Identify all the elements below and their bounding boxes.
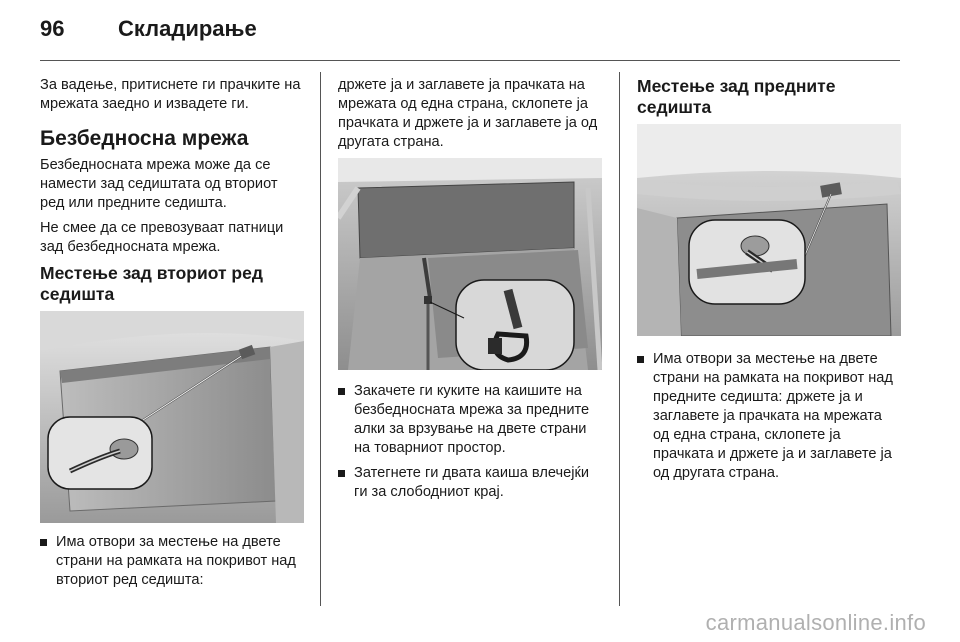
chapter-title: Складирање (118, 16, 257, 41)
bullet-square-icon (40, 539, 47, 546)
list-item (338, 382, 602, 458)
figure-rear-net-illustration (40, 311, 304, 523)
bullet-square-icon (338, 470, 345, 477)
bullet-square-icon (637, 356, 644, 363)
figure-strap-hook-illustration (338, 158, 602, 370)
intro-paragraph: За вадење, притиснете ги прачките на мрежата заедно и извадете ги. (40, 77, 301, 112)
page-number: 96 (40, 16, 65, 41)
column-divider-1 (320, 72, 321, 606)
column-divider-2 (619, 72, 620, 606)
list-item (338, 464, 602, 502)
page-header (40, 16, 257, 46)
list-item-text: Затегнете ги двата каиша влечејќи ги за слободниот крај. (354, 465, 589, 500)
section-title: Безбедносна мрежа (40, 127, 249, 150)
list-item-text: Има отвори за местење на двете страни на рамката на покривот над предните седишта: држете ја и заглавете ја прачката на мрежата од една страна, склопете ја прачката и држете ја и заглавете ја од другата страна. (653, 351, 893, 481)
list-item (637, 350, 901, 483)
list-item (40, 533, 304, 590)
header-rule (40, 60, 900, 61)
list-item-text: Закачете ги куките на каишите на безбедносната мрежа за предните алки за врзување на двете страни на товарниот простор. (354, 383, 590, 456)
column-2 (338, 76, 602, 508)
subsection-title: Местење зад вториот ред седишта (40, 263, 263, 304)
column-3 (637, 76, 901, 489)
paragraph: Безбедносната мрежа може да се намести зад седиштата од вториот ред или предните седишта. (40, 157, 278, 211)
paragraph: Не смее да се превозуваат патници зад безбедносната мрежа. (40, 220, 284, 255)
paragraph: држете ја и заглавете ја прачката на мрежата од една страна, склопете ја прачката и држете ја и заглавете ја од другата страна. (338, 77, 598, 150)
watermark: carmanualsonline.info (705, 610, 926, 635)
subsection-title: Местење зад предните седишта (637, 76, 836, 117)
column-1 (40, 76, 304, 596)
bullet-square-icon (338, 388, 345, 395)
list-item-text: Има отвори за местење на двете страни на рамката на покривот над вториот ред седишта: (56, 534, 296, 588)
figure-front-net-illustration (637, 124, 901, 336)
